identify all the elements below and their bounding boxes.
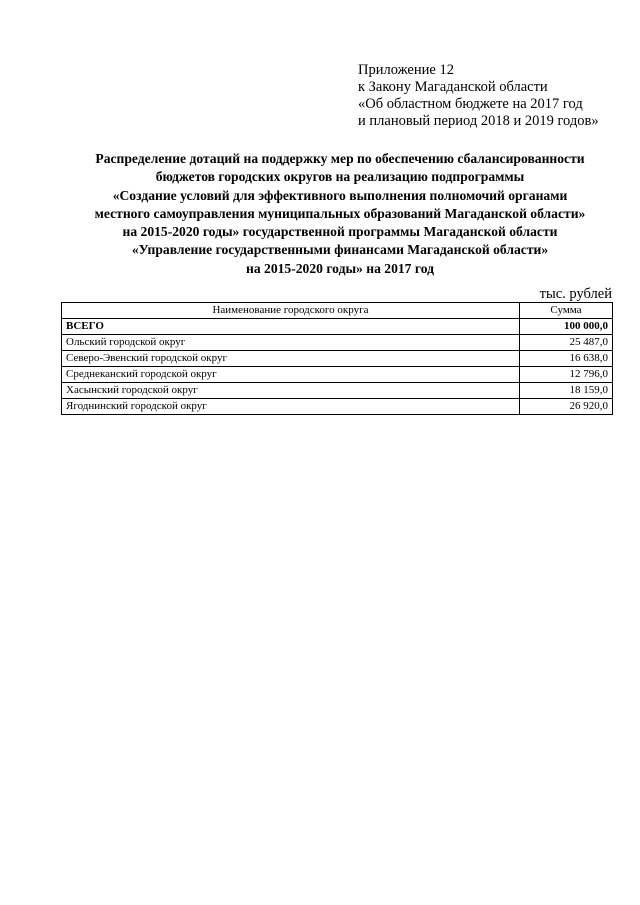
table-header-row	[62, 303, 613, 319]
total-name: ВСЕГО	[62, 319, 520, 335]
appendix-line: к Закону Магаданской области	[358, 79, 548, 95]
district-sum: 12 796,0	[520, 367, 613, 383]
appendix-line: Приложение 12	[358, 62, 454, 78]
title-line: Распределение дотаций на поддержку мер по обеспечению сбалансированности	[95, 151, 585, 166]
table-row	[62, 335, 613, 351]
header-sum: Сумма	[520, 303, 613, 319]
district-name: Ягоднинский городской округ	[62, 399, 520, 415]
title-line: на 2015-2020 годы» государственной программы Магаданской области	[122, 224, 558, 240]
district-name: Ольский городской округ	[62, 335, 520, 351]
district-sum: 16 638,0	[520, 351, 613, 367]
title-line: бюджетов городских округов на реализацию подпрограммы	[155, 169, 525, 185]
table-row	[62, 383, 613, 399]
document-title	[40, 150, 640, 278]
table-row	[62, 367, 613, 383]
title-line: местного самоуправления муниципальных образований Магаданской области»	[94, 205, 586, 221]
table-total-row	[62, 319, 613, 335]
total-sum: 100 000,0	[520, 319, 613, 335]
appendix-line: «Об областном бюджете на 2017 год	[358, 96, 583, 112]
title-line: «Создание условий для эффективного выполнения полномочий органами	[112, 187, 568, 203]
title-line: на 2015-2020 годы» на 2017 год	[246, 260, 434, 276]
header-name: Наименование городского округа	[62, 303, 520, 319]
district-sum: 25 487,0	[520, 335, 613, 351]
units-label: тыс. рублей	[539, 286, 612, 302]
table-row	[62, 351, 613, 367]
appendix-reference	[358, 62, 599, 130]
table-row	[62, 399, 613, 415]
district-sum: 18 159,0	[520, 383, 613, 399]
title-line: «Управление государственными финансами Магаданской области»	[131, 242, 549, 258]
district-name: Северо-Эвенский городской округ	[62, 351, 520, 367]
appendix-line: и плановый период 2018 и 2019 годов»	[358, 113, 599, 129]
district-sum: 26 920,0	[520, 399, 613, 415]
subsidy-table	[61, 302, 613, 415]
district-name: Хасынский городской округ	[62, 383, 520, 399]
district-name: Среднеканский городской округ	[62, 367, 520, 383]
